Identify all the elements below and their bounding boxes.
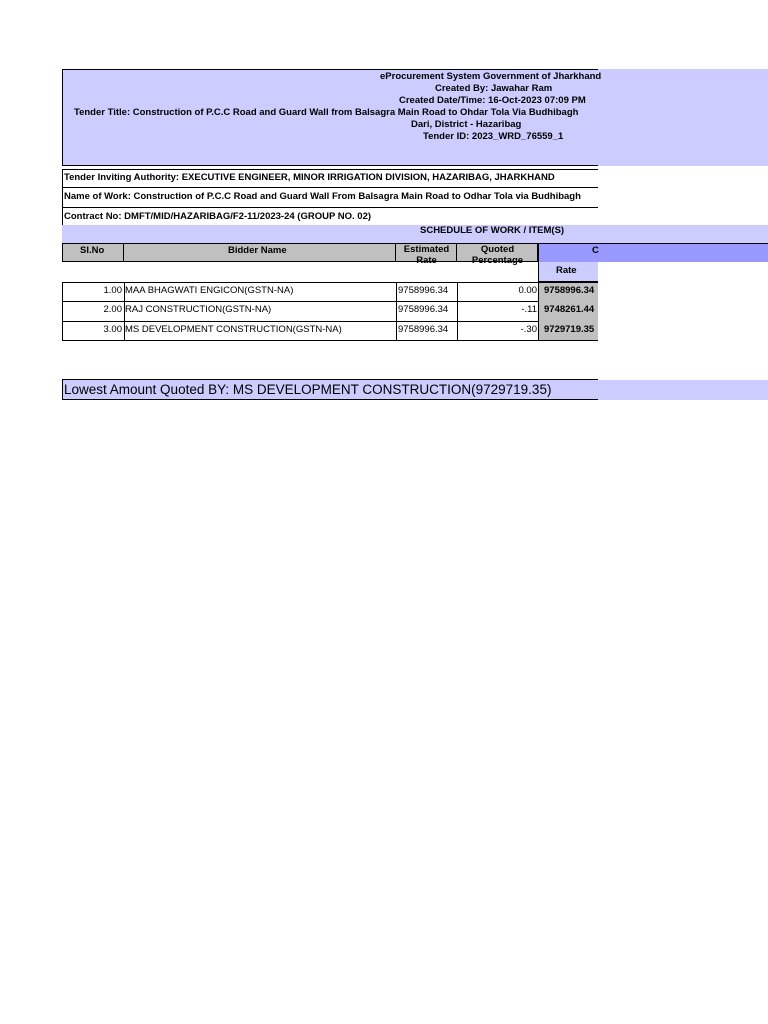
- schedule-title: SCHEDULE OF WORK / ITEM(S): [420, 225, 565, 236]
- header-estimated-rate: Estimated Rate: [403, 244, 450, 266]
- row-rate: 9758996.34: [544, 285, 595, 296]
- row-slno: 1.00: [103, 285, 122, 296]
- header-district: Dari, District - Hazaribag: [411, 119, 522, 130]
- header-group-cell: [538, 243, 768, 262]
- row-slno: 3.00: [103, 324, 122, 335]
- header-quoted-percentage: Quoted Percentage: [471, 244, 524, 266]
- header-group-label: C: [592, 245, 599, 256]
- contract-number: Contract No: DMFT/MID/HAZARIBAG/F2-11/2023-24 (GROUP NO. 02): [64, 211, 372, 222]
- row-slno: 2.00: [103, 304, 122, 315]
- name-of-work: Name of Work: Construction of P.C.C Road and Guard Wall From Balsagra Main Road to Odhar Tola via Budhibagh: [64, 191, 581, 202]
- header-created-by: Created By: Jawahar Ram: [435, 83, 553, 94]
- schedule-band: [62, 225, 768, 243]
- row-quoted-percentage: -.30: [520, 324, 537, 335]
- header-tender-id: Tender ID: 2023_WRD_76559_1: [423, 131, 564, 142]
- row-estimated-rate: 9758996.34: [398, 324, 449, 335]
- row-quoted-percentage: 0.00: [518, 285, 537, 296]
- divider: [62, 169, 63, 225]
- header-text: [62, 71, 602, 166]
- row-estimated-rate: 9758996.34: [398, 304, 449, 315]
- header-bidder-name: Bidder Name: [228, 245, 287, 256]
- divider: [396, 282, 397, 341]
- row-bidder-name: RAJ CONSTRUCTION(GSTN-NA): [125, 304, 272, 315]
- tender-authority: Tender Inviting Authority: EXECUTIVE ENGINEER, MINOR IRRIGATION DIVISION, HAZARIBAG, JHARKHAND: [64, 172, 555, 183]
- lowest-band-extension: [598, 380, 768, 400]
- row-rate: 9729719.35: [544, 324, 595, 335]
- header-slno: Sl.No: [80, 245, 105, 256]
- header-rate: Rate: [556, 265, 577, 276]
- row-rate: 9748261.44: [544, 304, 595, 315]
- lowest-amount-text: Lowest Amount Quoted BY: MS DEVELOPMENT CONSTRUCTION(9729719.35): [64, 382, 552, 397]
- row-bidder-name: MS DEVELOPMENT CONSTRUCTION(GSTN-NA): [125, 324, 342, 335]
- row-bidder-name: MAA BHAGWATI ENGICON(GSTN-NA): [125, 285, 294, 296]
- header-created-date: Created Date/Time: 16-Oct-2023 07:09 PM: [399, 95, 586, 106]
- header-system-name: eProcurement System Government of Jharkhand: [380, 71, 602, 82]
- row-estimated-rate: 9758996.34: [398, 285, 449, 296]
- header-extension: [598, 69, 768, 166]
- header-tender-title: Tender Title: Construction of P.C.C Road and Guard Wall from Balsagra Main Road to Ohdar Tola Via Budhibagh: [74, 107, 579, 118]
- row-quoted-percentage: -.11: [521, 304, 537, 315]
